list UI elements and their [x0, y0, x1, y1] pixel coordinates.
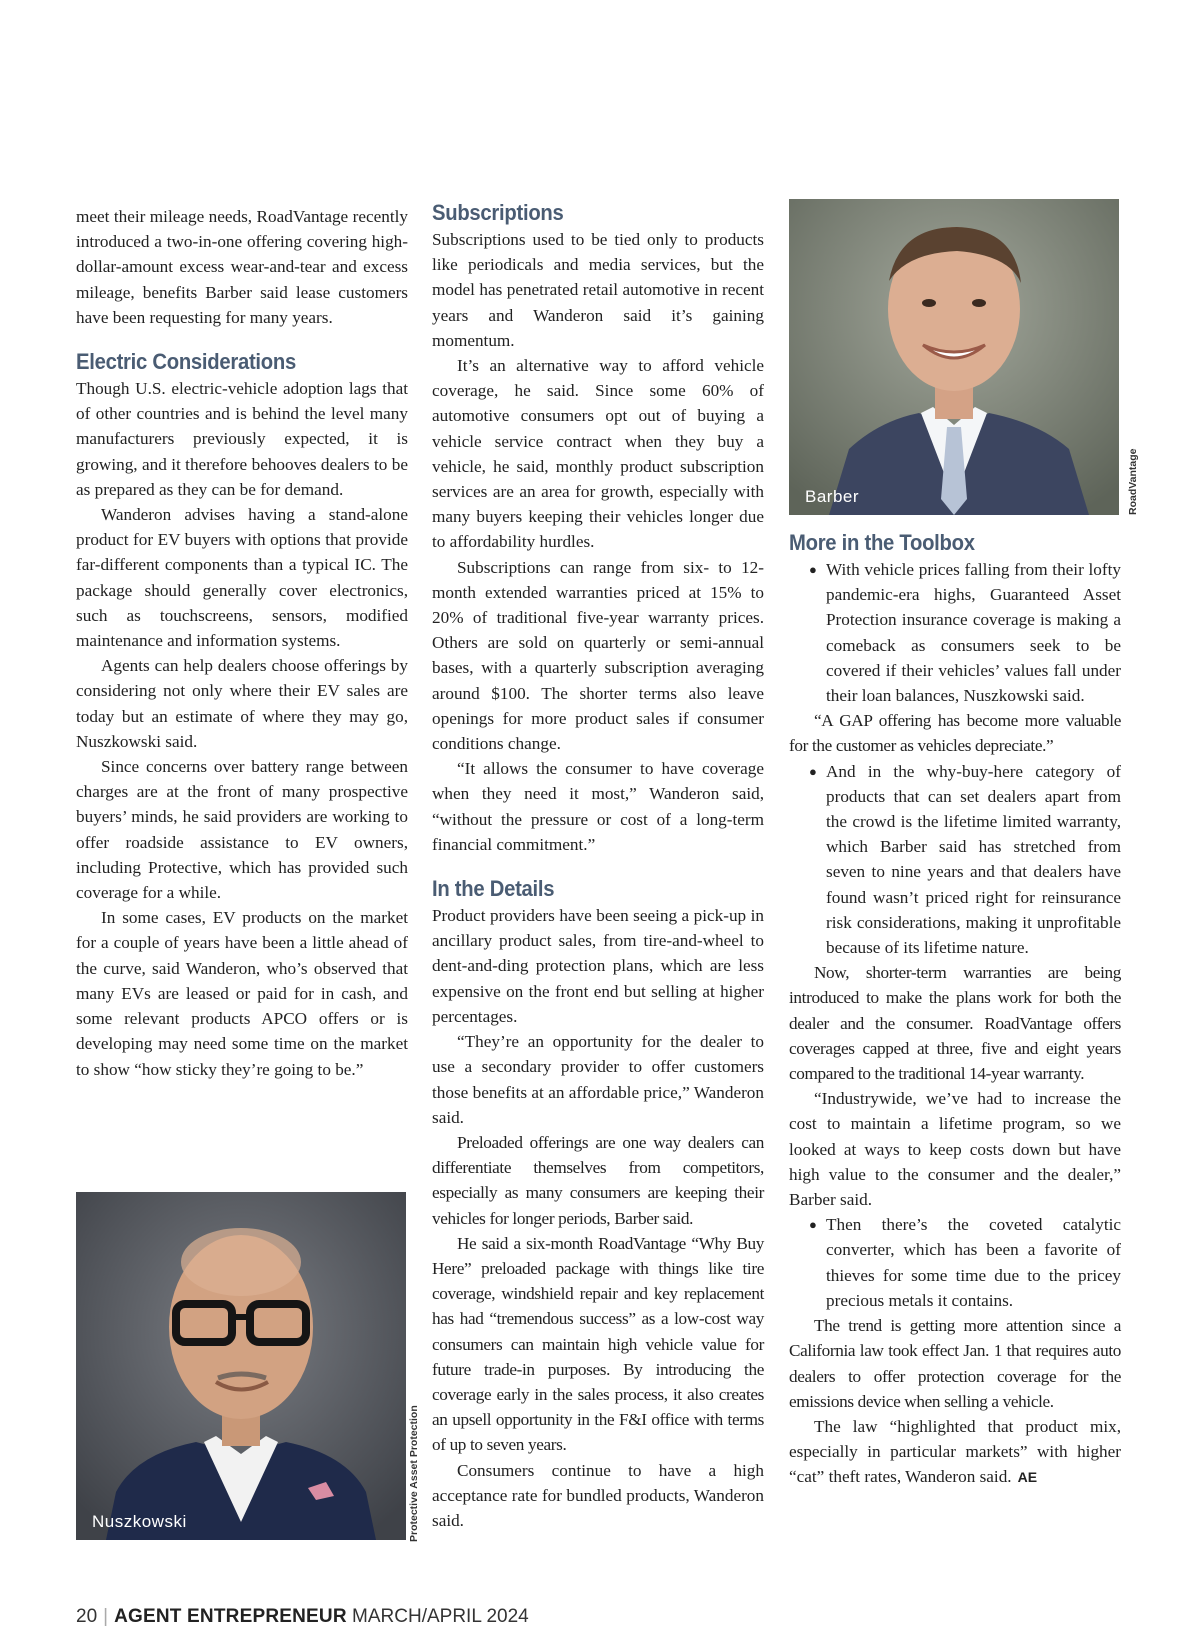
paragraph: In some cases, EV products on the market for a couple of years have been a little ahead of the curve, said Wanderon, who’s observed that many EVs are leased or paid for in cash, and some relevant products APCO offers or is developing may need some time on the market to show “how sticky they’re going to be.”	[76, 908, 408, 1079]
bullet-icon: ●	[809, 1217, 817, 1233]
bullet-list	[789, 1212, 1121, 1313]
article-column-3	[789, 529, 1121, 1491]
end-mark: AE	[1017, 1469, 1038, 1486]
photo-caption: Nuszkowski	[92, 1512, 187, 1531]
section-heading-electric: Electric Considerations	[76, 349, 296, 375]
portrait-photo-barber	[789, 199, 1119, 515]
paragraph: It’s an alternative way to afford vehicle coverage, he said. Since some 60% of automotive consumers opt out of buying a vehicle service contract when they buy a vehicle, he said, monthly product subscription services are an area for growth, especially with many buyers keeping their vehicles longer due to affordability hurdles.	[432, 356, 764, 552]
portrait-photo-nuszkowski	[76, 1192, 406, 1540]
page-footer	[76, 1606, 529, 1628]
portrait-illustration	[789, 199, 1119, 515]
article-column-1	[76, 204, 408, 1082]
photo-credit: Protective Asset Protection	[408, 1405, 420, 1542]
paragraph: Agents can help dealers choose offerings by considering not only where their EV sales are today but an estimate of where they may go, Nuszkowski said.	[76, 656, 408, 751]
bullet-icon: ●	[809, 763, 817, 779]
list-item: ● With vehicle prices falling from their lofty pandemic-era highs, Guaranteed Asset Protection insurance coverage is making a comeback as consumers seek to be covered if their vehicles’ values fall under their loan balances, Nuszkowski said.	[789, 557, 1121, 708]
footer-separator: |	[103, 1606, 109, 1627]
paragraph: Though U.S. electric-vehicle adoption lags that of other countries and is behind the level many manufacturers previously expected, it is growing, and it therefore behooves dealers to be as prepared as they can be for demand.	[76, 379, 408, 499]
paragraph: He said a six-month RoadVantage “Why Buy Here” preloaded package with things like tire coverage, windshield repair and key replacement has had “tremendous success” as a low-cost way consumers can maintain high vehicle value for future trade-in purposes. By introducing the coverage early in the sales process, it also creates an upsell opportunity in the F&I office with terms of up to seven years.	[432, 1233, 764, 1455]
portrait-illustration	[76, 1192, 406, 1540]
section-heading-toolbox: More in the Toolbox	[789, 530, 975, 555]
paragraph: Subscriptions used to be tied only to products like periodicals and media services, but the model has penetrated retail automotive in recent years and Wanderon said it’s gaining momentum.	[432, 230, 764, 350]
paragraph: The trend is getting more attention since a California law took effect Jan. 1 that requires auto dealers to offer protection coverage for the emissions device when selling a vehicle.	[789, 1316, 1121, 1411]
page-number: 20	[76, 1606, 98, 1627]
bullet-list	[789, 557, 1121, 708]
paragraph: Consumers continue to have a high acceptance rate for bundled products, Wanderon said.	[432, 1460, 764, 1530]
paragraph: Product providers have been seeing a pick-up in ancillary product sales, from tire-and-wheel to dent-and-ding protection plans, which are less expensive on the front end but selling at higher percentages.	[432, 906, 764, 1026]
section-heading-details: In the Details	[432, 876, 555, 902]
paragraph: “A GAP offering has become more valuable for the customer as vehicles depreciate.”	[789, 711, 1121, 756]
bullet-icon: ●	[809, 562, 817, 577]
list-item: ● And in the why-buy-here category of products that can set dealers apart from the crowd is the lifetime limited warranty, which Barber said has stretched from seven to nine years and that dealers have found wasn’t priced right for reinsurance risk considerations, making it unprofitable because of its lifetime nature.	[789, 759, 1121, 961]
paragraph: meet their mileage needs, RoadVantage recently introduced a two-in-one offering covering high-dollar-amount excess wear-and-tear and excess mileage, benefits Barber said lease customers have been requesting for many years.	[76, 207, 408, 327]
paragraph: Subscriptions can range from six- to 12-month extended warranties priced at 15% to 20% of traditional five-year warranty prices. Others are sold on quarterly or semi-annual bases, with a quarterly subscription averaging around $100. The shorter terms also leave openings for more product sales if consumer conditions change.	[432, 557, 764, 754]
paragraph: “Industrywide, we’ve had to increase the cost to maintain a lifetime program, so we looked at ways to keep costs down but have high value to the consumer and the dealer,” Barber said.	[789, 1089, 1121, 1210]
issue-date: MARCH/APRIL 2024	[352, 1606, 529, 1627]
paragraph: “It allows the consumer to have coverage when they need it most,” Wanderon said, “without the pressure or cost of a long-term financial commitment.”	[432, 759, 764, 854]
section-heading-subscriptions: Subscriptions	[432, 200, 564, 225]
paragraph: Since concerns over battery range between charges are at the front of many prospective buyers’ minds, he said providers are working to offer roadside assistance to EV owners, including Protective, which has provided such coverage for a while.	[76, 757, 408, 903]
paragraph: Now, shorter-term warranties are being introduced to make the plans work for both the dealer and the consumer. RoadVantage offers coverages capped at three, five and eight years compared to the traditional 14-year warranty.	[789, 963, 1121, 1084]
photo-caption: Barber	[805, 487, 860, 506]
photo-credit: RoadVantage	[1127, 448, 1139, 515]
magazine-name: AGENT ENTREPRENEUR	[114, 1606, 347, 1627]
paragraph: Wanderon advises having a stand-alone product for EV buyers with options that provide far-different components than a typical IC. The package should generally cover electronics, such as touchscreens, sensors, modified maintenance and information systems.	[76, 505, 408, 651]
list-item: ● Then there’s the coveted catalytic converter, which has been a favorite of thieves for some time due to the pricey precious metals it contains.	[789, 1212, 1121, 1313]
paragraph: The law “highlighted that product mix, especially in particular markets” with higher “cat” theft rates, Wanderon said. AE	[789, 1416, 1121, 1487]
paragraph: Preloaded offerings are one way dealers can differentiate themselves from competitors, especially as many consumers are keeping their vehicles for longer periods, Barber said.	[432, 1132, 764, 1228]
bullet-list	[789, 759, 1121, 961]
paragraph: “They’re an opportunity for the dealer to use a secondary provider to offer customers those benefits at an affordable price,” Wanderon said.	[432, 1032, 764, 1127]
article-column-2	[432, 199, 764, 1533]
